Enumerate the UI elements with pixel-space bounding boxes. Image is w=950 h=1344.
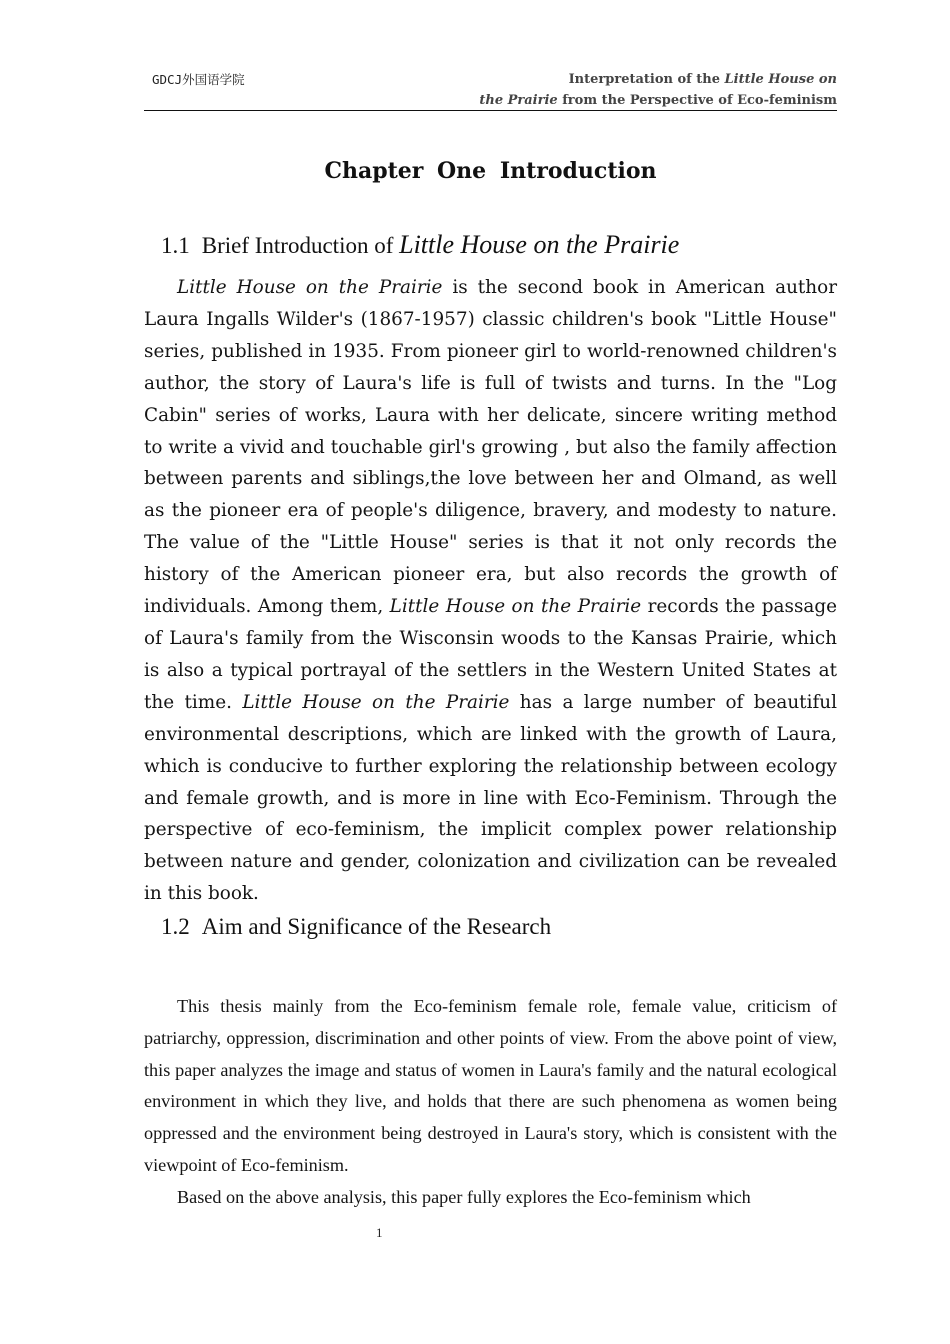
running-header	[144, 68, 837, 111]
paragraph-text: has a large number of beautiful environmental descriptions, which are linked with the growth of Laura, which is conducive to further exploring the relationship between ecology and female growth, and is more in line with Eco-Feminism. Through the perspective of eco-feminism, the implicit complex power relationship between nature and gender, colonization and civilization can be revealed in this book.	[144, 691, 837, 905]
section-heading-1-2	[161, 914, 551, 940]
header-title-prefix: Interpretation of the	[568, 72, 725, 87]
section-number: 1.2	[161, 914, 190, 939]
section-1-2-paragraph-1: This thesis mainly from the Eco-feminism female role, female value, criticism of patriarchy, oppression, discrimination and other points of view. From the above point of view, this paper analyzes the image and status of women in Laura's family and the natural ecological environment in which they live, and holds that there are such phenomena as women being oppressed and the environment being destroyed in Laura's story, which is consistent with the viewpoint of Eco-feminism.	[144, 996, 837, 1175]
header-title-italic-1: Little House on	[724, 72, 837, 87]
section-title-prefix: Brief Introduction of	[201, 233, 400, 258]
header-thesis-title	[479, 69, 837, 111]
page-number: 1	[376, 1225, 383, 1240]
chapter-title: Chapter One Introduction	[324, 158, 657, 184]
section-title: Aim and Significance of the Research	[201, 914, 552, 939]
section-1-2-body	[144, 991, 837, 1214]
paragraph-text: records the passage of Laura's family from the Wisconsin woods to the Kansas Prairie, which is also a typical portrayal of the settlers in the Western United States at the time.	[144, 596, 837, 713]
section-number: 1.1	[161, 233, 190, 258]
header-title-suffix: from the Perspective of Eco-feminism	[557, 93, 837, 108]
section-1-2-paragraph-2: Based on the above analysis, this paper fully explores the Eco-feminism which	[177, 1186, 751, 1207]
section-1-1-paragraph	[144, 272, 837, 910]
section-title-italic: Little House on the Prairie	[399, 230, 680, 259]
header-institution: GDCJ外国语学院	[152, 72, 245, 87]
book-title-italic: Little House on the Prairie	[242, 691, 510, 713]
section-heading-1-1	[161, 230, 679, 260]
header-title-line-1	[479, 69, 837, 90]
book-title-italic: Little House on the Prairie	[177, 277, 443, 298]
header-title-line-2	[479, 90, 837, 111]
header-title-italic-2: the Prairie	[479, 93, 558, 108]
paragraph-text: is the second book in American author Laura Ingalls Wilder's (1867-1957) classic children's book "Little House" series, published in 1935. From pioneer girl to world-renowned children's author, the story of Laura's life is full of twists and turns. In the "Log Cabin" series of works, Laura with her delicate, sincere writing method to write a vivid and touchable girl's growing , but also the family affection between parents and siblings,the love between her and Olmand, as well as the pioneer era of people's diligence, bravery, and modesty to nature. The value of the "Little House" series is that it not only records the history of the American pioneer era, but also records the growth of individuals. Among them,	[144, 277, 838, 618]
book-title-italic: Little House on the Prairie	[389, 596, 642, 618]
